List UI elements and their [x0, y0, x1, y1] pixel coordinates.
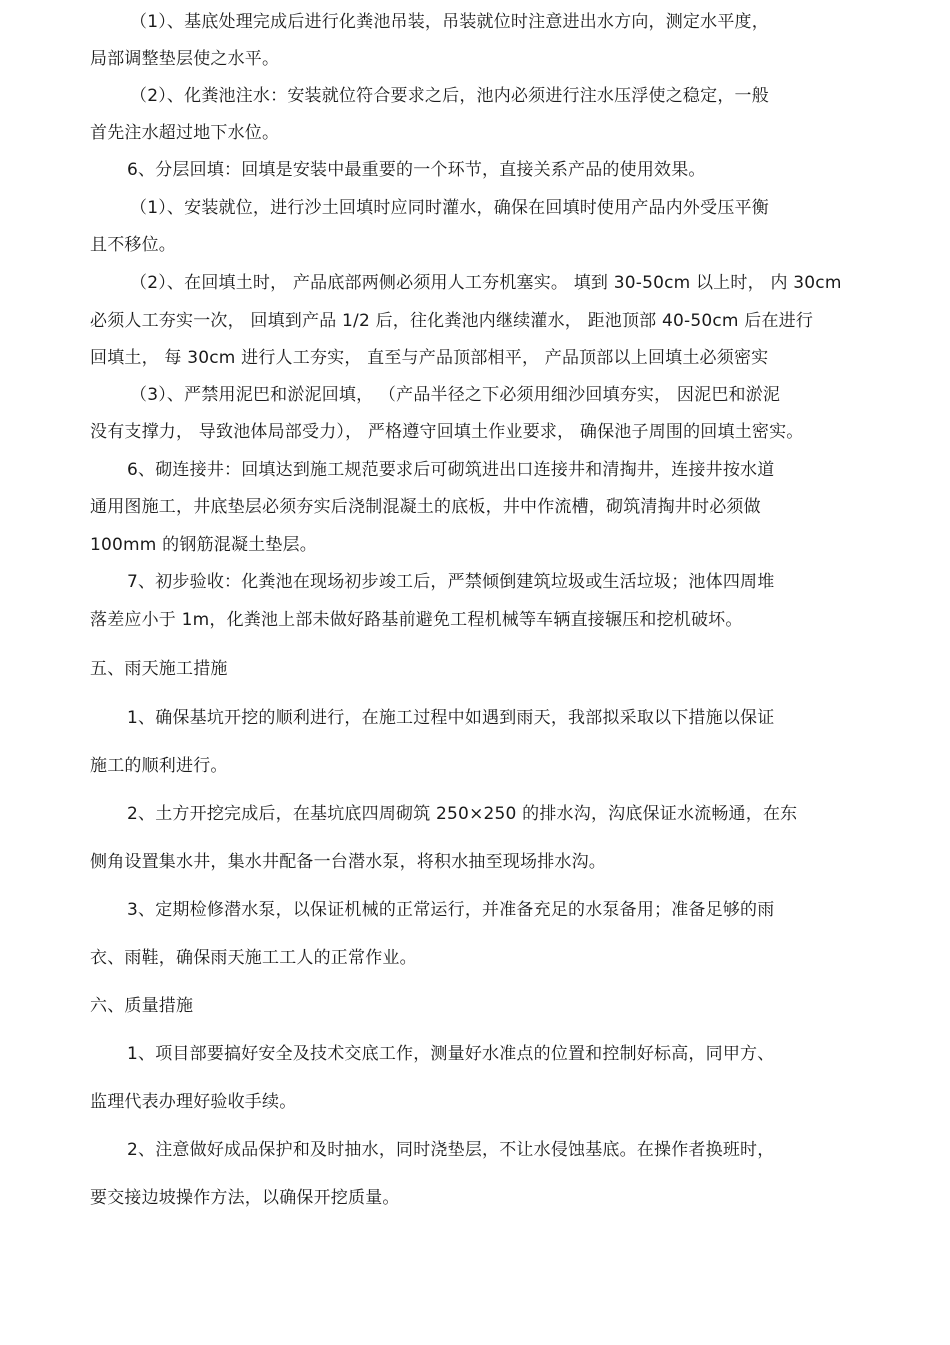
paragraph-line: 2、土方开挖完成后，在基坑底四周砌筑 250×250 的排水沟，沟底保证水流畅通，在东: [127, 804, 798, 824]
section-heading: 六、质量措施: [90, 996, 194, 1016]
paragraph-line: 监理代表办理好验收手续。: [90, 1092, 297, 1112]
paragraph-line: 7、初步验收：化粪池在现场初步竣工后，严禁倾倒建筑垃圾或生活垃圾；池体四周堆: [127, 572, 775, 592]
paragraph-line: 施工的顺利进行。: [90, 756, 228, 776]
paragraph-line: 衣、雨鞋，确保雨天施工工人的正常作业。: [90, 948, 417, 968]
paragraph-line: （2）、化粪池注水：安装就位符合要求之后，池内必须进行注水压浮使之稳定，一般: [130, 86, 769, 106]
paragraph-line: 3、定期检修潜水泵，以保证机械的正常运行，并准备充足的水泵备用；准备足够的雨: [127, 900, 775, 920]
paragraph-line: 1、项目部要搞好安全及技术交底工作，测量好水准点的位置和控制好标高，同甲方、: [127, 1044, 775, 1064]
paragraph-line: 必须人工夯实一次， 回填到产品 1/2 后，往化粪池内继续灌水， 距池顶部 40-50cm 后在进行: [90, 311, 814, 331]
paragraph-line: 首先注水超过地下水位。: [90, 123, 280, 143]
paragraph-line: 落差应小于 1m，化粪池上部未做好路基前避免工程机械等车辆直接辗压和挖机破坏。: [90, 610, 743, 630]
paragraph-line: 通用图施工，井底垫层必须夯实后浇制混凝土的底板，井中作流槽，砌筑清掏井时必须做: [90, 497, 761, 517]
paragraph-line: （1）、基底处理完成后进行化粪池吊装，吊装就位时注意进出水方向，测定水平度，: [130, 12, 769, 32]
section-heading: 五、雨天施工措施: [90, 659, 228, 679]
paragraph-line: （2）、在回填土时， 产品底部两侧必须用人工夯机塞实。 填到 30-50cm 以上时， 内 30cm: [130, 273, 842, 293]
paragraph-line: 100mm 的钢筋混凝土垫层。: [90, 535, 317, 555]
paragraph-line: 2、注意做好成品保护和及时抽水，同时浇垫层，不让水侵蚀基底。在操作者换班时，: [127, 1140, 775, 1160]
paragraph-line: 6、砌连接井：回填达到施工规范要求后可砌筑进出口连接井和清掏井，连接井按水道: [127, 460, 775, 480]
paragraph-line: （1）、安装就位，进行沙土回填时应同时灌水，确保在回填时使用产品内外受压平衡: [130, 198, 769, 218]
paragraph-line: 局部调整垫层使之水平。: [90, 49, 280, 69]
paragraph-line: 1、确保基坑开挖的顺利进行，在施工过程中如遇到雨天，我部拟采取以下措施以保证: [127, 708, 775, 728]
paragraph-line: 没有支撑力， 导致池体局部受力）， 严格遵守回填土作业要求， 确保池子周围的回填土密实。: [90, 422, 804, 442]
paragraph-line: 侧角设置集水井，集水井配备一台潜水泵，将积水抽至现场排水沟。: [90, 852, 606, 872]
paragraph-line: 且不移位。: [90, 235, 176, 255]
paragraph-line: （3）、严禁用泥巴和淤泥回填， （产品半径之下必须用细沙回填夯实， 因泥巴和淤泥: [130, 385, 781, 405]
paragraph-line: 6、分层回填：回填是安装中最重要的一个环节，直接关系产品的使用效果。: [127, 160, 706, 180]
paragraph-line: 要交接边坡操作方法，以确保开挖质量。: [90, 1188, 400, 1208]
paragraph-line: 回填土， 每 30cm 进行人工夯实， 直至与产品顶部相平， 产品顶部以上回填土必须密实: [90, 348, 769, 368]
